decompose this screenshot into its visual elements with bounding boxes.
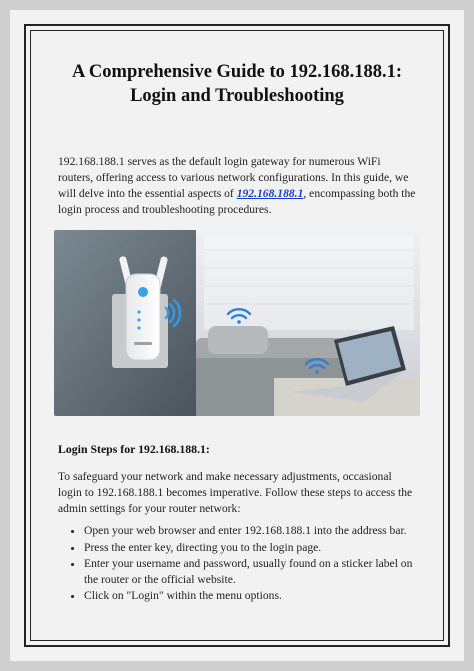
intro-paragraph xyxy=(58,154,416,218)
login-steps-list xyxy=(58,523,416,604)
section-paragraph: To safeguard your network and make necessary adjustments, occasional login to 192.168.188.1 becomes imperative. Follow these steps to access the admin settings for your router network: xyxy=(58,470,413,515)
intro-text-before: 192.168.188.1 serves as the default login gateway for numerous WiFi routers, offering access to various network configurations. In this guide, we will delve into the essential aspects of xyxy=(58,155,409,200)
ip-address-link[interactable]: 192.168.188.1 xyxy=(236,187,304,200)
intro-text-after: , encompassing both the login process and troubleshooting procedures. xyxy=(58,187,416,216)
list-item: • Click on "Login" within the menu options. xyxy=(84,588,416,604)
section-heading: Login Steps for 192.168.188.1: xyxy=(58,442,210,456)
page-content xyxy=(58,60,416,605)
title-line-2: Login and Troubleshooting xyxy=(130,86,344,106)
list-item: • Enter your username and password, usually found on a sticker label on the router or the official website. xyxy=(84,556,416,587)
wifi-extender xyxy=(126,274,160,360)
page-title xyxy=(58,60,416,108)
photo-illustration xyxy=(54,230,420,416)
title-line-1: A Comprehensive Guide to 192.168.188.1: xyxy=(71,62,403,82)
document-page xyxy=(10,10,464,661)
router-laptop-photo xyxy=(54,230,420,416)
list-item: • Press the enter key, directing you to the login page. xyxy=(84,540,416,556)
list-item: • Open your web browser and enter 192.168.188.1 into the address bar. xyxy=(84,523,416,539)
